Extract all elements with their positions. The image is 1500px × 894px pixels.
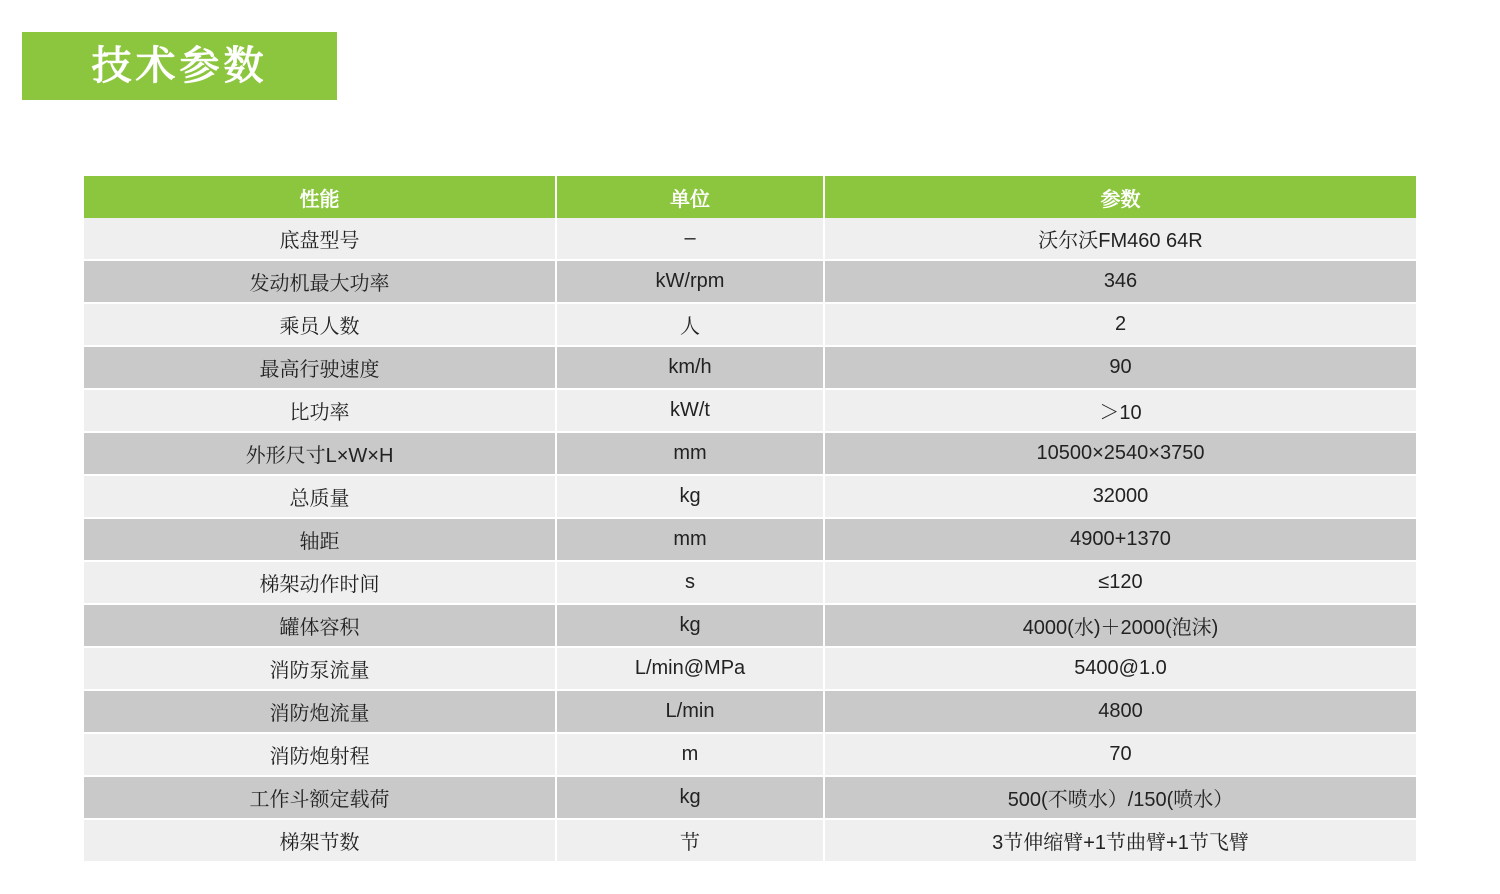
cell-parameter: ＞10 (824, 389, 1416, 432)
table-body (84, 218, 1416, 861)
table-row (84, 518, 1416, 561)
cell-unit: 节 (556, 819, 824, 861)
cell-performance: 消防泵流量 (84, 647, 556, 690)
table-row (84, 218, 1416, 260)
cell-unit: km/h (556, 346, 824, 389)
cell-parameter: 3节伸缩臂+1节曲臂+1节飞臂 (824, 819, 1416, 861)
table-row (84, 346, 1416, 389)
cell-performance: 比功率 (84, 389, 556, 432)
cell-unit: kg (556, 475, 824, 518)
cell-unit: kW/t (556, 389, 824, 432)
column-header-performance: 性能 (84, 176, 556, 218)
cell-parameter: 4800 (824, 690, 1416, 733)
table-row (84, 733, 1416, 776)
cell-unit: – (556, 218, 824, 260)
cell-unit: kg (556, 776, 824, 819)
cell-performance: 工作斗额定载荷 (84, 776, 556, 819)
cell-parameter: 4900+1370 (824, 518, 1416, 561)
table-row (84, 475, 1416, 518)
cell-performance: 梯架动作时间 (84, 561, 556, 604)
cell-parameter: 沃尔沃FM460 64R (824, 218, 1416, 260)
cell-unit: mm (556, 432, 824, 475)
page-title: 技术参数 (91, 44, 268, 88)
column-header-unit: 单位 (556, 176, 824, 218)
cell-unit: kg (556, 604, 824, 647)
table-row (84, 819, 1416, 861)
cell-parameter: 5400@1.0 (824, 647, 1416, 690)
table-row (84, 561, 1416, 604)
cell-performance: 罐体容积 (84, 604, 556, 647)
table-row (84, 389, 1416, 432)
cell-performance: 底盘型号 (84, 218, 556, 260)
cell-parameter: 2 (824, 303, 1416, 346)
cell-parameter: 90 (824, 346, 1416, 389)
table-row (84, 647, 1416, 690)
table-row (84, 303, 1416, 346)
column-header-parameter: 参数 (824, 176, 1416, 218)
section-title-banner (22, 32, 337, 100)
cell-performance: 消防炮射程 (84, 733, 556, 776)
table-row (84, 776, 1416, 819)
cell-performance: 梯架节数 (84, 819, 556, 861)
cell-parameter: 70 (824, 733, 1416, 776)
table-header (84, 176, 1416, 218)
cell-unit: m (556, 733, 824, 776)
cell-parameter: 346 (824, 260, 1416, 303)
specifications-table (84, 176, 1416, 861)
cell-performance: 轴距 (84, 518, 556, 561)
table-header-row (84, 176, 1416, 218)
cell-performance: 发动机最大功率 (84, 260, 556, 303)
cell-performance: 消防炮流量 (84, 690, 556, 733)
cell-unit: mm (556, 518, 824, 561)
table-row (84, 690, 1416, 733)
table-row (84, 260, 1416, 303)
cell-parameter: ≤120 (824, 561, 1416, 604)
cell-performance: 总质量 (84, 475, 556, 518)
cell-parameter: 10500×2540×3750 (824, 432, 1416, 475)
table-row (84, 604, 1416, 647)
cell-unit: kW/rpm (556, 260, 824, 303)
cell-unit: s (556, 561, 824, 604)
cell-unit: L/min@MPa (556, 647, 824, 690)
cell-performance: 最高行驶速度 (84, 346, 556, 389)
cell-parameter: 4000(水)＋2000(泡沫) (824, 604, 1416, 647)
cell-unit: L/min (556, 690, 824, 733)
cell-parameter: 32000 (824, 475, 1416, 518)
cell-parameter: 500(不喷水）/150(喷水） (824, 776, 1416, 819)
cell-performance: 外形尺寸L×W×H (84, 432, 556, 475)
cell-unit: 人 (556, 303, 824, 346)
cell-performance: 乘员人数 (84, 303, 556, 346)
table-row (84, 432, 1416, 475)
